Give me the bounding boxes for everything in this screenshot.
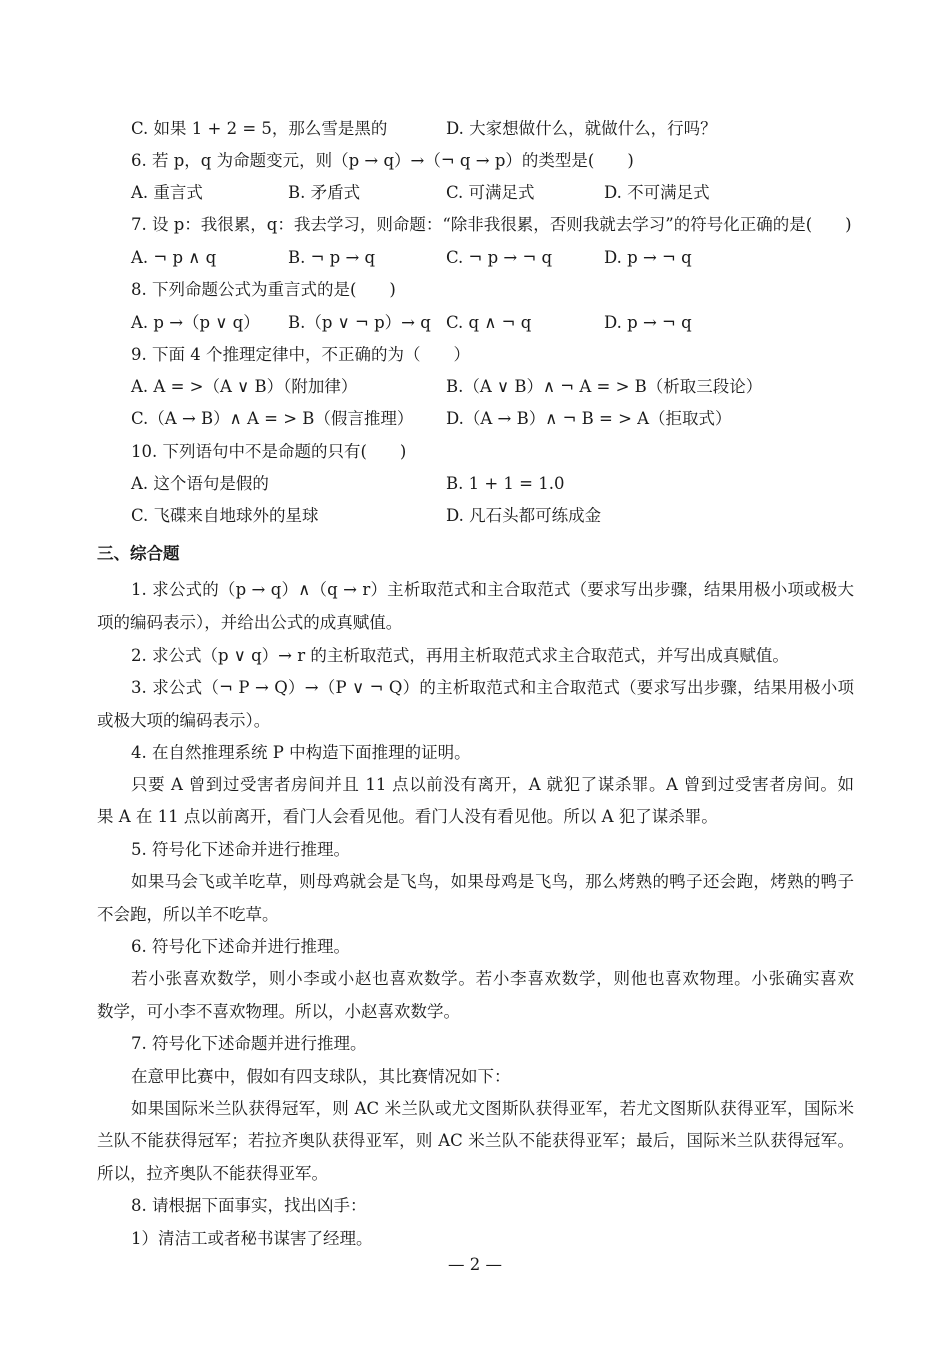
problem-7-intro: 在意甲比赛中，假如有四支球队，其比赛情况如下： [131,1067,511,1086]
q9-stem: 9. 下面 4 个推理定律中，不正确的为（ ） [131,345,470,364]
problem-7-title: 7. 符号化下述命题并进行推理。 [131,1034,367,1053]
q6-option-c: C. 可满足式 [446,183,535,202]
problem-3-line-1: 3. 求公式（¬ P → Q）→（P ∨ ¬ Q）的主析取范式和主合取范式（要求写出步骤，结果用极小项 [131,678,854,697]
problem-7-body-line-2: 兰队不能获得冠军；若拉齐奥队获得亚军，则 AC 米兰队不能获得亚军；最后，国际米兰队获得冠军。 [97,1131,854,1150]
problem-4-title: 4. 在自然推理系统 P 中构造下面推理的证明。 [131,743,471,762]
q8-option-d: D. p → ¬ q [604,313,692,332]
q8-option-a: A. p →（p ∨ q） [131,313,260,332]
problem-6-body-line-1: 若小张喜欢数学，则小李或小赵也喜欢数学。若小李喜欢数学，则他也喜欢物理。小张确实喜欢 [131,969,854,988]
q10-option-d: D. 凡石头都可练成金 [446,506,602,525]
problem-5-body-line-1: 如果马会飞或羊吃草，则母鸡就会是飞鸟，如果母鸡是飞鸟，那么烤熟的鸭子还会跑，烤熟的鸭子 [131,872,854,891]
problem-4-body-line-2: 果 A 在 11 点以前离开，看门人会看见他。看门人没有看见他。所以 A 犯了谋杀罪。 [97,807,718,826]
q5-option-c: C. 如果 1 + 2 = 5，那么雪是黑的 [131,119,388,138]
q7-option-d: D. p → ¬ q [604,248,692,267]
problem-6-body-line-2: 数学，可小李不喜欢物理。所以，小赵喜欢数学。 [97,1002,460,1021]
problem-2: 2. 求公式（p ∨ q）→ r 的主析取范式，再用主析取范式求主合取范式，并写出成真赋值。 [131,646,789,665]
problem-1-line-2: 项的编码表示），并给出公式的成真赋值。 [97,613,403,632]
q10-option-a: A. 这个语句是假的 [131,474,269,493]
problem-8-fact-1: 1）清洁工或者秘书谋害了经理。 [131,1229,373,1248]
q7-stem: 7. 设 p：我很累，q：我去学习，则命题：“除非我很累，否则我就去学习”的符号化正确的是( ) [131,215,852,234]
q9-option-b: B.（A ∨ B）∧ ¬ A = > B（析取三段论） [446,377,763,396]
q8-option-c: C. q ∧ ¬ q [446,313,532,332]
problem-1-line-1: 1. 求公式的（p → q）∧（q → r）主析取范式和主合取范式（要求写出步骤，结果用极小项或极大 [131,580,854,599]
q8-option-b: B.（p ∨ ¬ p）→ q [288,313,431,332]
q7-option-c: C. ¬ p → ¬ q [446,248,553,267]
q7-option-a: A. ¬ p ∧ q [131,248,217,267]
q6-option-d: D. 不可满足式 [604,183,710,202]
q5-option-d: D. 大家想做什么，就做什么，行吗？ [446,119,717,138]
q9-option-c: C.（A → B）∧ A = > B（假言推理） [131,409,414,428]
q6-option-a: A. 重言式 [131,183,203,202]
section-title: 三、综合题 [97,544,180,563]
page-number: — 2 — [448,1255,502,1274]
q6-option-b: B. 矛盾式 [288,183,361,202]
q10-option-c: C. 飞碟来自地球外的星球 [131,506,319,525]
problem-7-body-line-1: 如果国际米兰队获得冠军，则 AC 米兰队或尤文图斯队获得亚军，若尤文图斯队获得亚军，国际米 [131,1099,854,1118]
q10-option-b: B. 1 + 1 = 1.0 [446,474,565,493]
q9-option-a: A. A = >（A ∨ B）（附加律） [131,377,358,396]
problem-8-title: 8. 请根据下面事实，找出凶手： [131,1196,367,1215]
problem-6-title: 6. 符号化下述命并进行推理。 [131,937,350,956]
q10-stem: 10. 下列语句中不是命题的只有( ) [131,442,407,461]
problem-3-line-2: 或极大项的编码表示）。 [97,711,271,730]
q7-option-b: B. ¬ p → q [288,248,376,267]
problem-7-body-line-3: 所以，拉齐奥队不能获得亚军。 [97,1164,328,1183]
problem-5-title: 5. 符号化下述命并进行推理。 [131,840,350,859]
q6-stem: 6. 若 p，q 为命题变元，则（p → q）→（¬ q → p）的类型是( ) [131,151,634,170]
problem-5-body-line-2: 不会跑，所以羊不吃草。 [97,905,279,924]
problem-4-body-line-1: 只要 A 曾到过受害者房间并且 11 点以前没有离开，A 就犯了谋杀罪。A 曾到过受害者房间。如 [131,775,854,794]
q8-stem: 8. 下列命题公式为重言式的是( ) [131,280,396,299]
q9-option-d: D.（A → B）∧ ¬ B = > A（拒取式） [446,409,732,428]
